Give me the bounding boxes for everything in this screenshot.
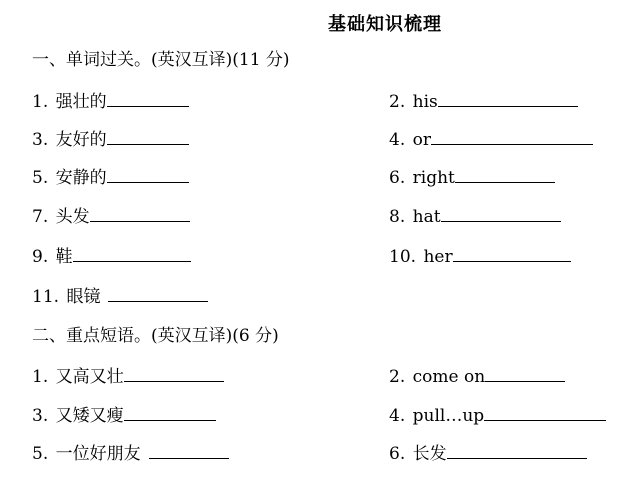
vocab-item-3 — [32, 128, 189, 151]
item-number: 11. — [32, 287, 60, 307]
item-number: 4. — [389, 130, 406, 150]
item-prompt: his — [412, 92, 438, 112]
item-prompt: come on — [412, 367, 486, 387]
item-number: 4. — [389, 406, 406, 426]
vocab-item-4 — [389, 128, 593, 151]
answer-blank[interactable] — [441, 205, 561, 222]
item-prompt: 头发 — [55, 207, 90, 227]
item-number: 8. — [389, 207, 406, 227]
vocab-item-5 — [32, 166, 189, 189]
item-number: 3. — [32, 406, 49, 426]
item-prompt: 鞋 — [55, 247, 73, 267]
item-number: 5. — [32, 444, 49, 464]
vocab-item-9 — [32, 245, 191, 268]
item-prompt: 又高又壮 — [55, 367, 124, 387]
answer-blank[interactable] — [90, 205, 190, 222]
item-number: 6. — [389, 168, 406, 188]
item-prompt: 又矮又瘦 — [55, 406, 124, 426]
item-prompt: 眼镜 — [66, 287, 101, 307]
item-number: 10. — [389, 247, 417, 267]
answer-blank[interactable] — [485, 365, 565, 382]
answer-blank[interactable] — [107, 128, 189, 145]
section-1-heading: 一、单词过关。(英汉互译)(11 分) — [32, 50, 290, 70]
item-number: 7. — [32, 207, 49, 227]
section-2-heading: 二、重点短语。(英汉互译)(6 分) — [32, 326, 279, 346]
answer-blank[interactable] — [73, 245, 191, 262]
phrase-item-5 — [32, 442, 229, 465]
vocab-item-7 — [32, 205, 190, 228]
item-prompt: or — [412, 130, 432, 150]
item-number: 2. — [389, 92, 406, 112]
item-number: 5. — [32, 168, 49, 188]
phrase-item-1 — [32, 365, 224, 388]
vocab-item-11 — [32, 285, 208, 308]
answer-blank[interactable] — [124, 404, 216, 421]
item-prompt: 一位好朋友 — [55, 444, 141, 464]
item-number: 9. — [32, 247, 49, 267]
answer-blank[interactable] — [149, 442, 229, 459]
answer-blank[interactable] — [124, 365, 224, 382]
answer-blank[interactable] — [431, 128, 593, 145]
phrase-item-6 — [389, 442, 587, 465]
item-prompt: 友好的 — [55, 130, 107, 150]
item-number: 2. — [389, 367, 406, 387]
answer-blank[interactable] — [108, 285, 208, 302]
item-prompt: pull…up — [412, 406, 485, 426]
item-number: 3. — [32, 130, 49, 150]
phrase-item-4 — [389, 404, 606, 427]
answer-blank[interactable] — [453, 245, 571, 262]
vocab-item-1 — [32, 90, 189, 113]
item-prompt: 强壮的 — [55, 92, 107, 112]
answer-blank[interactable] — [107, 90, 189, 107]
phrase-item-2 — [389, 365, 565, 388]
item-number: 1. — [32, 92, 49, 112]
vocab-item-10 — [389, 245, 571, 268]
item-prompt: 安静的 — [55, 168, 107, 188]
item-prompt: right — [412, 168, 455, 188]
answer-blank[interactable] — [107, 166, 189, 183]
item-number: 6. — [389, 444, 406, 464]
vocab-item-8 — [389, 205, 561, 228]
item-number: 1. — [32, 367, 49, 387]
phrase-item-3 — [32, 404, 216, 427]
answer-blank[interactable] — [447, 442, 587, 459]
item-prompt: hat — [412, 207, 441, 227]
answer-blank[interactable] — [484, 404, 606, 421]
page-title: 基础知识梳理 — [328, 14, 442, 35]
vocab-item-2 — [389, 90, 578, 113]
vocab-item-6 — [389, 166, 555, 189]
item-prompt: 长发 — [412, 444, 447, 464]
item-prompt: her — [423, 247, 453, 267]
answer-blank[interactable] — [438, 90, 578, 107]
answer-blank[interactable] — [455, 166, 555, 183]
